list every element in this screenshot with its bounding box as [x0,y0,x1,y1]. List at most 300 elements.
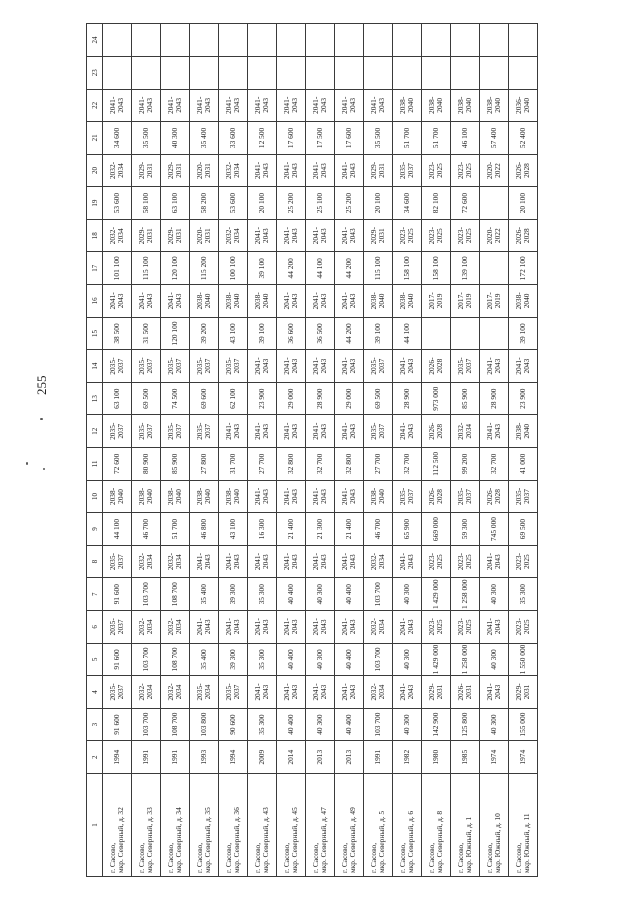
address-cell: г. Сасово, мкр. Южный, д. 10 [480,774,509,877]
table-cell: 669 000 [422,513,451,546]
table-row [132,24,161,877]
table-cell: 58 100 [132,187,161,220]
table-cell: 2041- 2043 [103,285,132,318]
table-cell: 2041- 2043 [219,545,248,578]
table-cell: 2038- 2040 [132,480,161,513]
table-cell: 29 000 [277,382,306,415]
table-cell: 2041- 2043 [248,545,277,578]
table-row [364,24,393,877]
table-cell: 2035- 2037 [219,676,248,709]
table-cell: 2017- 2019 [422,285,451,318]
table-cell: 17 500 [306,122,335,155]
table-cell: 21 400 [277,513,306,546]
table-cell: 69 500 [132,382,161,415]
table-cell [480,317,509,350]
table-cell: 46 700 [132,513,161,546]
table-cell: 973 000 [422,382,451,415]
table-cell: 2023- 2025 [451,611,480,644]
table-cell: 91 600 [103,578,132,611]
table-cell: 2041- 2043 [277,415,306,448]
column-number: 24 [87,24,103,57]
table-cell: 2041- 2043 [306,480,335,513]
table-cell: 103 700 [132,708,161,741]
table-cell [422,24,451,57]
table-cell: 2020- 2022 [480,219,509,252]
table-cell: 2020- 2031 [190,154,219,187]
scan-speck [40,418,43,420]
table-cell: 41 000 [509,448,538,481]
column-number: 18 [87,219,103,252]
table-cell: 16 300 [248,513,277,546]
table-cell: 2041- 2043 [393,611,422,644]
table-cell: 28 900 [393,382,422,415]
table-cell: 2035- 2037 [103,611,132,644]
table-cell: 2035- 2037 [190,415,219,448]
table-cell: 2038- 2040 [103,480,132,513]
table-cell: 2041- 2043 [335,480,364,513]
table-cell: 2035- 2037 [219,350,248,383]
table-cell: 2029- 2031 [132,219,161,252]
table-cell [364,24,393,57]
address-cell: г. Сасово, мкр. Южный, д. 1 [451,774,480,877]
table-cell: 40 300 [480,643,509,676]
table-cell [161,56,190,89]
table-cell [480,24,509,57]
table-cell: 2029- 2031 [509,676,538,709]
table-cell: 2029- 2031 [161,154,190,187]
table-cell: 39 100 [364,317,393,350]
column-number: 23 [87,56,103,89]
table-cell: 2041- 2043 [190,89,219,122]
table-cell: 91 600 [103,643,132,676]
scan-speck [43,468,45,470]
table-cell: 40 400 [277,643,306,676]
table-cell: 2041- 2043 [335,350,364,383]
year-cell: 1974 [480,741,509,774]
address-cell: г. Сасово, мкр. Северный, д. 49 [335,774,364,877]
column-number: 3 [87,708,103,741]
table-cell [480,252,509,285]
table-cell [422,317,451,350]
table-cell: 120 100 [161,252,190,285]
table-cell: 2041- 2043 [480,415,509,448]
table-cell [103,24,132,57]
table-cell: 2023- 2025 [451,154,480,187]
table-cell: 2041- 2043 [335,415,364,448]
table-cell: 40 400 [277,708,306,741]
table-cell: 32 700 [306,448,335,481]
table-cell: 2041- 2043 [190,611,219,644]
table-cell: 2041- 2043 [335,154,364,187]
table-cell: 2035- 2037 [190,350,219,383]
table-cell: 2026- 2028 [422,415,451,448]
table-cell: 2041- 2043 [248,350,277,383]
table-cell: 2041- 2043 [277,219,306,252]
address-cell: г. Сасово, мкр. Северный, д. 35 [190,774,219,877]
table-cell [219,56,248,89]
table-cell: 39 200 [190,317,219,350]
table-cell: 2035- 2037 [103,676,132,709]
address-cell: г. Сасово, мкр. Северный, д. 43 [248,774,277,877]
table-cell: 21 400 [335,513,364,546]
table-cell: 158 100 [422,252,451,285]
table-cell: 32 800 [335,448,364,481]
column-number: 11 [87,448,103,481]
table-cell: 108 700 [161,643,190,676]
table-cell: 40 300 [306,643,335,676]
year-cell: 1994 [219,741,248,774]
table-cell: 2041- 2043 [219,611,248,644]
address-cell: г. Сасово, мкр. Северный, д. 36 [219,774,248,877]
table-cell: 2035- 2037 [393,154,422,187]
table-cell: 2041- 2043 [393,545,422,578]
table-cell: 40 400 [335,708,364,741]
table-cell: 20 100 [364,187,393,220]
table-cell: 103 800 [190,708,219,741]
table-cell: 2041- 2043 [335,611,364,644]
table-cell: 62 100 [219,382,248,415]
table-cell: 2035- 2037 [451,480,480,513]
table-cell: 2035- 2037 [393,480,422,513]
table-cell: 20 100 [509,187,538,220]
table-cell: 57 400 [480,122,509,155]
table-cell: 2041- 2043 [393,676,422,709]
address-cell: г. Сасово, мкр. Северный, д. 8 [422,774,451,877]
table-row [451,24,480,877]
table-cell: 2029- 2031 [364,219,393,252]
table-cell [277,24,306,57]
table-row [393,24,422,877]
year-cell: 1991 [161,741,190,774]
table-cell: 2038- 2040 [219,480,248,513]
table-cell: 69 600 [190,382,219,415]
table-cell: 108 700 [161,708,190,741]
table-cell: 40 300 [480,708,509,741]
table-cell: 44 200 [335,252,364,285]
column-number: 17 [87,252,103,285]
table-cell [306,24,335,57]
table-cell: 2038- 2040 [393,89,422,122]
table-cell: 46 800 [190,513,219,546]
table-cell: 1 429 000 [422,578,451,611]
column-number: 15 [87,317,103,350]
table-cell: 44 100 [103,513,132,546]
header-row [87,24,103,877]
table-cell: 34 600 [393,187,422,220]
table-row [161,24,190,877]
table-cell: 745 000 [480,513,509,546]
table-row [219,24,248,877]
table-cell: 103 700 [364,643,393,676]
table-cell: 101 100 [103,252,132,285]
table-cell: 2023- 2025 [393,219,422,252]
year-cell: 1994 [103,741,132,774]
table-cell: 2017- 2019 [451,285,480,318]
table-cell: 2041- 2043 [132,285,161,318]
table-cell: 115 100 [364,252,393,285]
table-cell: 72 600 [451,187,480,220]
column-number: 20 [87,154,103,187]
table-cell [306,56,335,89]
table-cell [393,24,422,57]
table-cell [364,56,393,89]
table-cell: 103 700 [132,643,161,676]
table-cell: 32 700 [480,448,509,481]
table-row [509,24,538,877]
table-cell: 2029- 2031 [422,676,451,709]
table-cell: 40 300 [393,578,422,611]
table-cell: 29 000 [335,382,364,415]
table-cell: 2035- 2037 [451,350,480,383]
column-number: 16 [87,285,103,318]
year-cell: 2013 [335,741,364,774]
table-cell [480,56,509,89]
table-cell: 2029- 2031 [132,154,161,187]
table-cell: 46 700 [364,513,393,546]
table-row [480,24,509,877]
table-cell: 2035- 2037 [364,350,393,383]
address-cell: г. Сасово, мкр. Северный, д. 5 [364,774,393,877]
address-cell: г. Сасово, мкр. Северный, д. 34 [161,774,190,877]
table-cell: 17 600 [277,122,306,155]
table-cell: 2041- 2043 [364,89,393,122]
table-cell: 2035- 2037 [161,415,190,448]
table-cell: 39 100 [509,317,538,350]
table-cell: 40 300 [161,122,190,155]
table-cell: 2038- 2040 [509,285,538,318]
table-cell: 2038- 2040 [480,89,509,122]
table-cell: 2041- 2043 [277,480,306,513]
year-cell: 1993 [190,741,219,774]
table-row [422,24,451,877]
table-cell: 40 300 [393,643,422,676]
year-cell: 2014 [277,741,306,774]
table-cell: 2032- 2034 [219,154,248,187]
table-cell: 2041- 2043 [306,285,335,318]
table-cell: 2038- 2040 [364,285,393,318]
table-cell: 2035- 2037 [161,350,190,383]
table-row [335,24,364,877]
table-row [103,24,132,877]
table-cell: 139 100 [451,252,480,285]
table-cell: 2041- 2043 [161,89,190,122]
table-cell [248,56,277,89]
address-cell: г. Сасово, мкр. Северный, д. 45 [277,774,306,877]
table-cell: 27 800 [190,448,219,481]
table-cell: 2041- 2043 [509,350,538,383]
table-cell: 27 700 [248,448,277,481]
table-cell: 2023- 2025 [451,545,480,578]
table-cell: 85 900 [451,382,480,415]
table-cell: 2032- 2034 [161,545,190,578]
table-cell: 2035- 2037 [509,480,538,513]
table-cell: 69 500 [509,513,538,546]
column-number: 21 [87,122,103,155]
table-cell: 53 600 [103,187,132,220]
table-cell: 103 700 [132,578,161,611]
column-number: 1 [87,774,103,877]
table-cell: 2032- 2034 [364,545,393,578]
table-cell: 90 600 [219,708,248,741]
table-cell: 25 200 [335,187,364,220]
table-cell: 2041- 2043 [277,611,306,644]
column-number: 8 [87,545,103,578]
table-cell: 63 100 [161,187,190,220]
table-cell: 2041- 2043 [277,350,306,383]
table-cell: 2026- 2028 [509,219,538,252]
table-cell: 2041- 2043 [306,676,335,709]
table-cell: 2032- 2034 [364,676,393,709]
table-cell [335,56,364,89]
table-cell: 2038- 2040 [190,480,219,513]
table-cell [190,56,219,89]
table-cell: 2041- 2043 [277,285,306,318]
table-cell: 2041- 2043 [190,545,219,578]
table-cell: 2041- 2043 [219,89,248,122]
table-cell: 158 100 [393,252,422,285]
table-cell: 31 500 [132,317,161,350]
table-cell: 40 300 [480,578,509,611]
table-cell: 23 900 [248,382,277,415]
rotated-table-container [86,23,538,877]
table-cell: 2023- 2025 [422,219,451,252]
table-cell: 155 000 [509,708,538,741]
table-cell [335,24,364,57]
table-cell: 69 500 [364,382,393,415]
table-cell: 43 100 [219,513,248,546]
table-cell [161,24,190,57]
table-cell: 82 100 [422,187,451,220]
table-cell: 2035- 2037 [103,415,132,448]
repair-schedule-table [86,23,538,877]
table-cell [132,24,161,57]
table-cell: 100 100 [219,252,248,285]
table-cell: 120 100 [161,317,190,350]
table-cell: 74 500 [161,382,190,415]
table-cell: 40 400 [277,578,306,611]
table-cell: 2041- 2043 [161,285,190,318]
table-cell: 2026- 2028 [422,480,451,513]
table-cell: 35 300 [248,578,277,611]
table-cell: 2041- 2043 [277,154,306,187]
table-cell [103,56,132,89]
table-cell: 2026- 2028 [422,350,451,383]
table-cell: 65 900 [393,513,422,546]
table-cell: 20 100 [248,187,277,220]
table-cell: 2035- 2037 [103,350,132,383]
year-cell: 1991 [132,741,161,774]
table-cell: 39 300 [219,578,248,611]
table-cell: 39 100 [248,317,277,350]
table-cell: 1 429 000 [422,643,451,676]
address-cell: г. Сасово, мкр. Северный, д. 32 [103,774,132,877]
year-cell: 1985 [451,741,480,774]
address-cell: г. Сасово, мкр. Северный, д. 33 [132,774,161,877]
table-cell: 2041- 2043 [480,611,509,644]
table-cell: 2038- 2040 [248,285,277,318]
table-cell: 2041- 2043 [132,89,161,122]
year-cell: 1991 [364,741,393,774]
table-cell: 25 200 [277,187,306,220]
table-cell [248,24,277,57]
table-cell: 36 600 [277,317,306,350]
table-cell: 2041- 2043 [480,676,509,709]
table-cell: 58 200 [190,187,219,220]
table-cell: 2041- 2043 [248,219,277,252]
table-cell: 1 258 000 [451,643,480,676]
table-cell: 2041- 2043 [306,415,335,448]
table-cell: 35 400 [190,122,219,155]
column-number: 7 [87,578,103,611]
year-cell: 1982 [393,741,422,774]
page-number: 255 [34,375,49,395]
table-cell: 2041- 2043 [306,219,335,252]
column-number: 9 [87,513,103,546]
table-cell: 2035- 2037 [103,545,132,578]
table-cell: 2017- 2019 [480,285,509,318]
table-cell: 115 200 [190,252,219,285]
table-cell: 2041- 2043 [277,89,306,122]
scan-speck [26,462,28,465]
column-number: 19 [87,187,103,220]
table-cell: 63 100 [103,382,132,415]
table-cell: 2035- 2034 [190,676,219,709]
table-cell: 40 300 [306,708,335,741]
table-cell: 2038- 2040 [451,89,480,122]
table-cell: 2023- 2025 [422,545,451,578]
table-cell: 2041- 2043 [306,611,335,644]
table-cell: 99 200 [451,448,480,481]
table-cell: 2026- 2028 [480,480,509,513]
table-cell: 2041- 2043 [306,154,335,187]
table-cell: 2041- 2043 [480,545,509,578]
table-cell: 40 300 [393,708,422,741]
table-cell: 51 700 [393,122,422,155]
table-cell: 2035- 2037 [132,350,161,383]
table-cell [451,56,480,89]
table-cell: 44 200 [277,252,306,285]
table-cell: 2038- 2040 [219,285,248,318]
table-cell: 2041- 2043 [103,89,132,122]
table-cell: 32 800 [277,448,306,481]
table-cell: 2041- 2043 [248,611,277,644]
table-cell: 40 300 [306,578,335,611]
column-number: 10 [87,480,103,513]
table-cell: 2032- 2034 [219,219,248,252]
table-cell: 2023- 2025 [451,219,480,252]
table-cell: 51 700 [161,513,190,546]
table-cell [219,24,248,57]
table-cell: 2041- 2043 [306,89,335,122]
column-number: 4 [87,676,103,709]
table-cell: 2041- 2043 [480,350,509,383]
table-cell: 103 700 [364,708,393,741]
table-cell: 2032- 2034 [132,676,161,709]
table-cell: 2041- 2043 [248,154,277,187]
table-cell: 2041- 2043 [335,676,364,709]
table-cell [509,24,538,57]
table-cell: 25 100 [306,187,335,220]
table-cell [132,56,161,89]
table-cell: 32 700 [393,448,422,481]
table-cell [190,24,219,57]
table-cell: 2041- 2043 [248,480,277,513]
table-cell: 59 300 [451,513,480,546]
table-row [248,24,277,877]
table-cell: 172 100 [509,252,538,285]
table-cell: 35 500 [364,122,393,155]
table-cell: 2036- 2040 [509,89,538,122]
